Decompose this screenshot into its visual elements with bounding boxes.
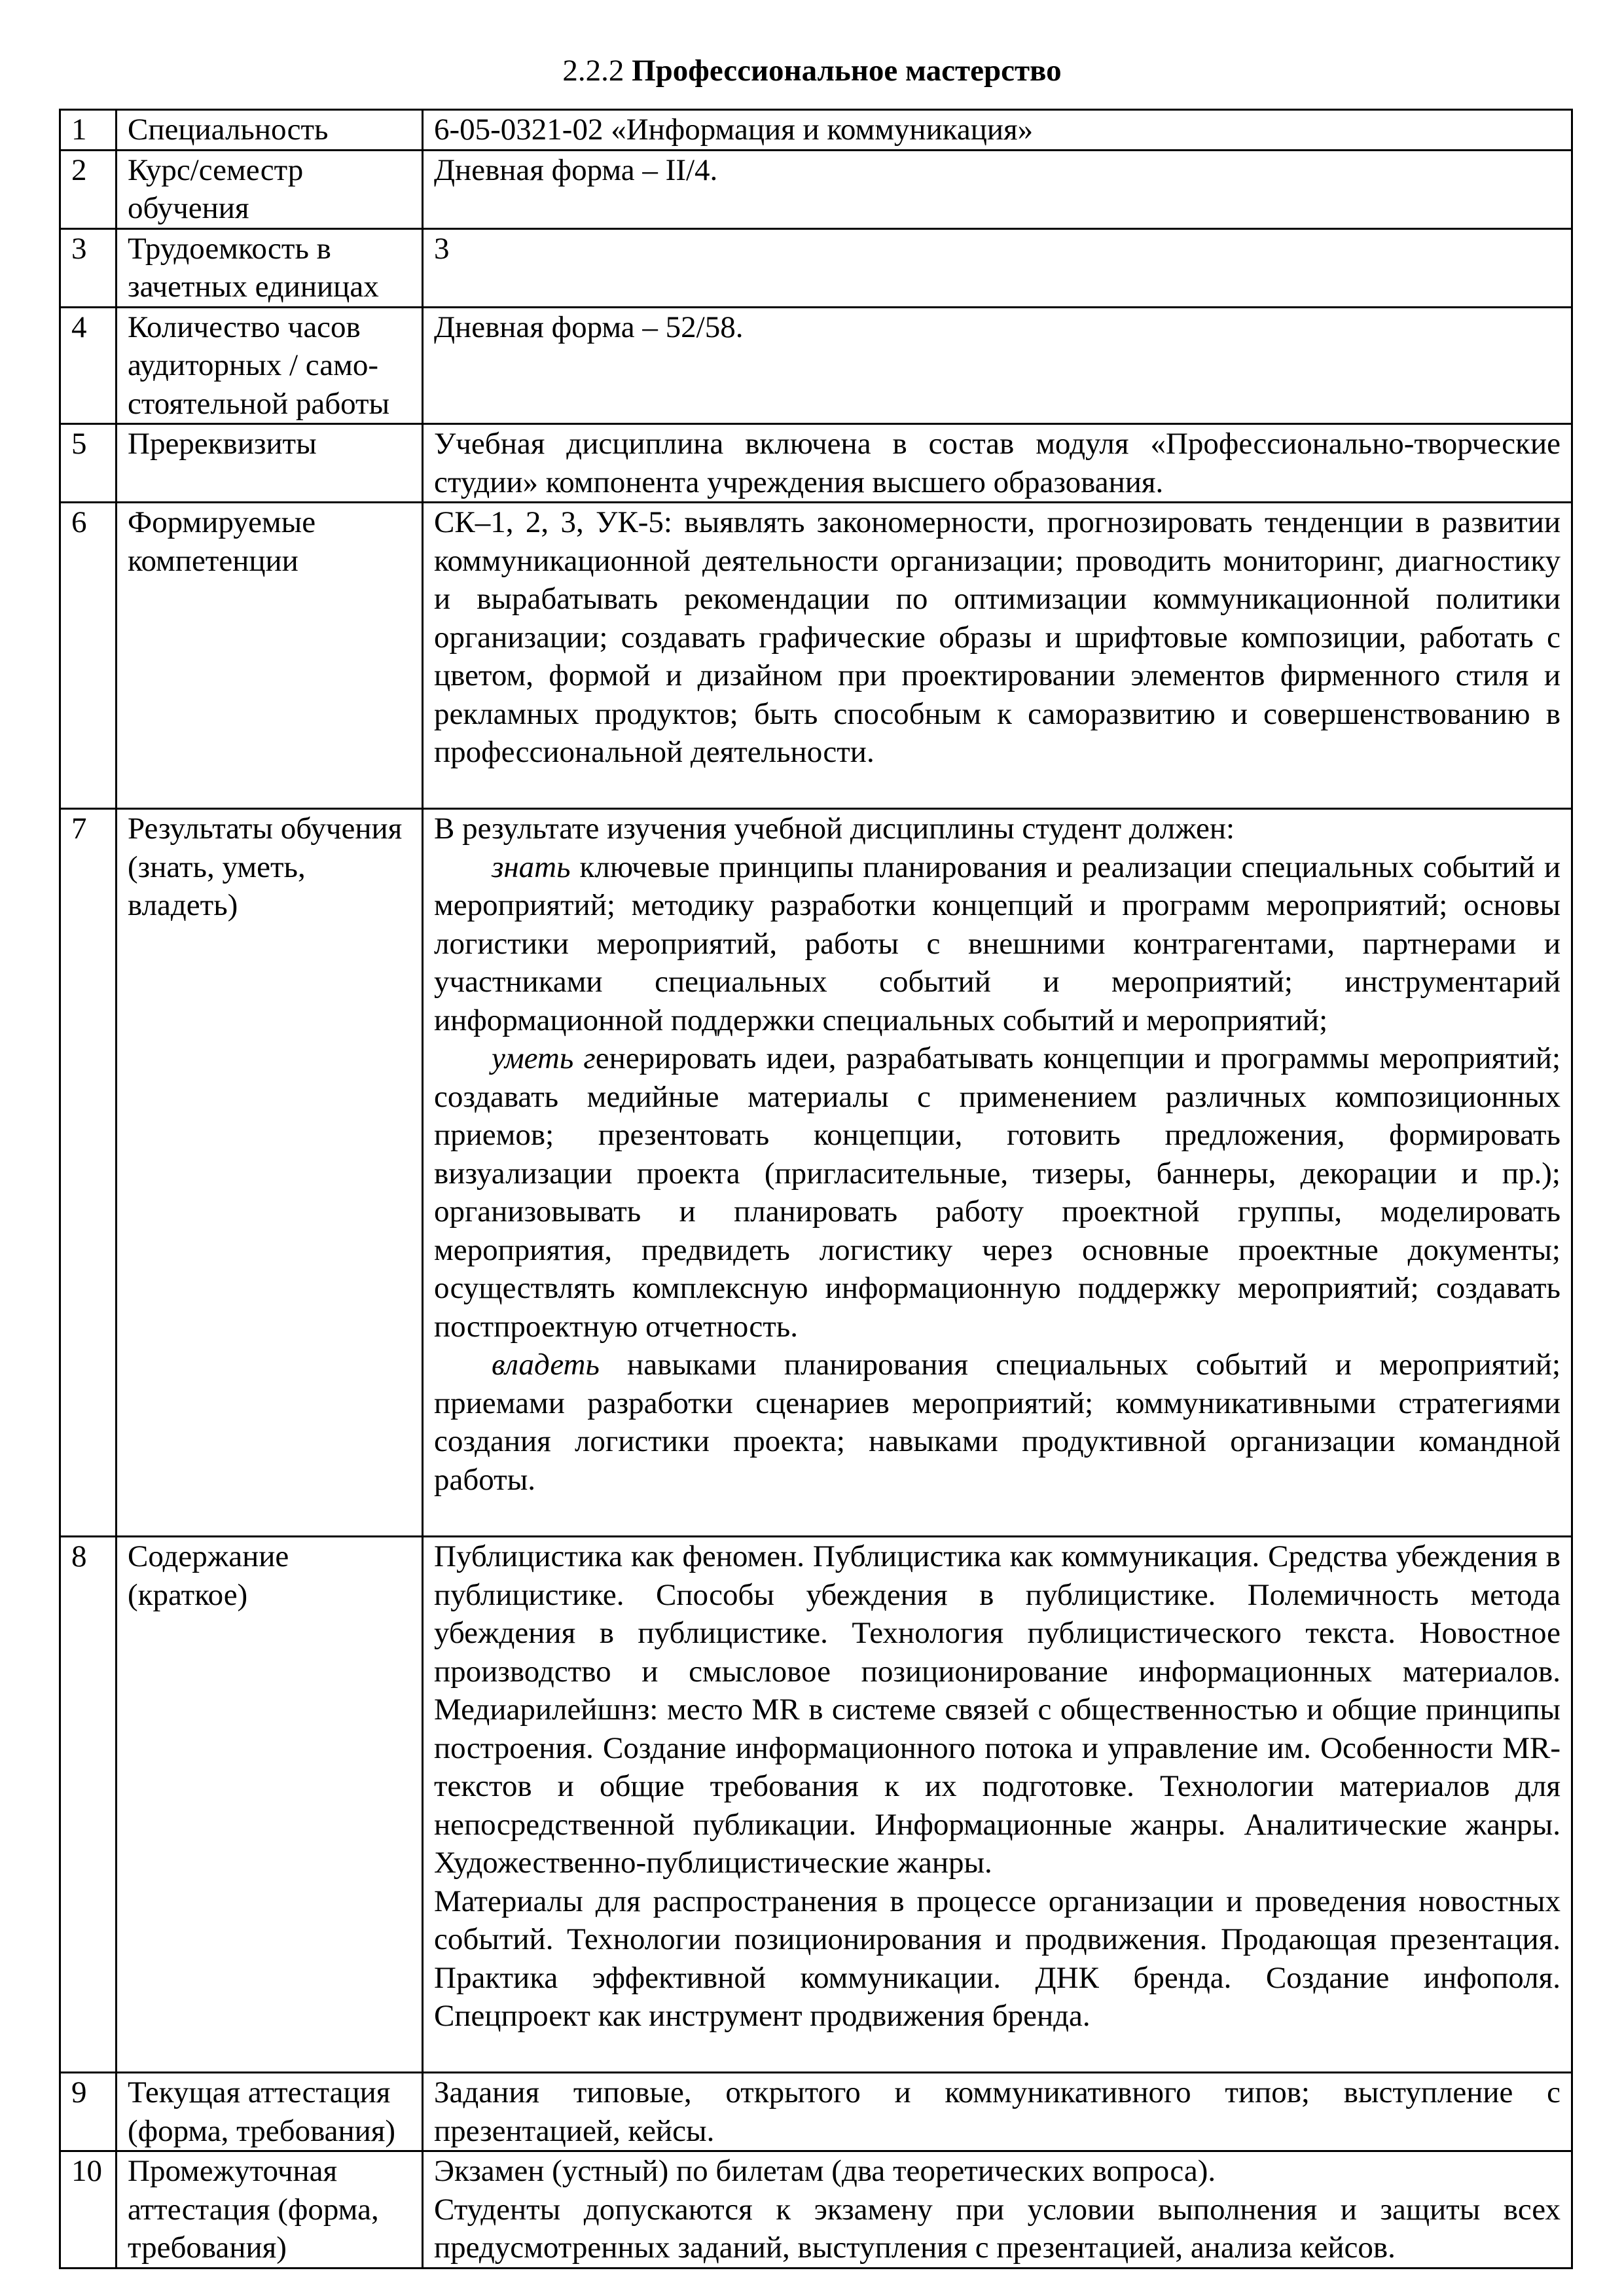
row-label: Курс/семестр обучения <box>117 150 423 228</box>
row-number: 6 <box>60 503 117 809</box>
table-row <box>60 2073 1572 2151</box>
know-text: ключевые принципы планирования и реализации специальных событий и мероприятий; методику разработки концепций и программ мероприятий; основы логистики мероприятий, работы с внешними контрагентами, партнерами и участниками специальных событий и мероприятий; инструментарий информационной поддержки специальных событий и мероприятий; <box>434 850 1561 1037</box>
table-row <box>60 307 1572 424</box>
row-content <box>423 2151 1572 2269</box>
row-content <box>423 809 1572 1537</box>
content-paragraph: Экзамен (устный) по билетам (два теоретических вопроса). <box>434 2154 1216 2188</box>
table-row <box>60 1537 1572 2073</box>
row-content: Задания типовые, открытого и коммуникативного типов; выступление с презентацией, кейсы. <box>423 2073 1572 2151</box>
own-paragraph <box>434 1346 1561 1499</box>
row-label: Текущая аттестация (форма, требования) <box>117 2073 423 2151</box>
row-label: Специальность <box>117 110 423 151</box>
own-text: навыками планирования специальных событий и мероприятий; приемами разработки сценариев мероприятий; коммуникативными стратегиями создания логистики проекта; навыками продуктивной организации командной работы. <box>434 1348 1561 1497</box>
row-number: 10 <box>60 2151 117 2269</box>
row-content: Дневная форма – 52/58. <box>423 307 1572 424</box>
row-content: Дневная форма – II/4. <box>423 150 1572 228</box>
row-content: СК–1, 2, 3, УК-5: выявлять закономерности, прогнозировать тенденции в развитии коммуникационной деятельности организации; проводить мониторинг, диагностику и вырабатывать рекомендации по оптимизации коммуникационной политики организации; создавать графические образы и шрифтовые композиции, работать с цветом, формой и дизайном при проектировании элементов фирменного стиля и рекламных продуктов; быть способным к саморазвитию и совершенствованию в профессиональной деятельности. <box>423 503 1572 809</box>
row-number: 7 <box>60 809 117 1537</box>
content-paragraph: Публицистика как феномен. Публицистика как коммуникация. Средства убеждения в публицистике. Способы убеждения в публицистике. Полемичность метода убеждения в публицистике. Технология публицистического текста. Новостное производство и смысловое позиционирование информационных материалов. Медиарилейшнз: место MR в системе связей с общественностью и общие принципы построения. Создание информационного потока и управление им. Особенности MR-текстов и общие требования к их подготовке. Технологии материалов для непосредственной публикации. Информационные жанры. Аналитические жанры. Художественно-публицистические жанры. <box>434 1539 1561 1880</box>
row-content: Учебная дисциплина включена в состав модуля «Профессионально-творческие студии» компонента учреждения высшего образования. <box>423 424 1572 503</box>
row-number: 2 <box>60 150 117 228</box>
row-number: 9 <box>60 2073 117 2151</box>
row-number: 4 <box>60 307 117 424</box>
row-label: Трудоемкость в зачетных единицах <box>117 228 423 307</box>
discipline-info-table <box>59 109 1573 2269</box>
row-label: Формируемые компетенции <box>117 503 423 809</box>
row-number: 3 <box>60 228 117 307</box>
row-content: 6-05-0321-02 «Информация и коммуникация» <box>423 110 1572 151</box>
content-paragraph: Материалы для распространения в процессе организации и проведения новостных событий. Технологии позиционирования и продвижения. Продающая презентация. Практика эффективной коммуникации. ДНК бренда. Создание инфополя. Спецпроект как инструмент продвижения бренда. <box>434 1884 1561 2033</box>
row-content <box>423 1537 1572 2073</box>
table-row <box>60 424 1572 503</box>
row-label: Содержание (краткое) <box>117 1537 423 2073</box>
table-row <box>60 809 1572 1537</box>
row-number: 5 <box>60 424 117 503</box>
know-paragraph <box>434 848 1561 1040</box>
able-term: уметь г <box>492 1041 596 1075</box>
table-row <box>60 110 1572 151</box>
table-row <box>60 228 1572 307</box>
know-term: знать <box>492 850 571 884</box>
row-content: 3 <box>423 228 1572 307</box>
own-term: владеть <box>492 1348 600 1382</box>
row-number: 8 <box>60 1537 117 2073</box>
section-title: Профессиональное мастерство <box>632 54 1062 88</box>
table-row <box>60 150 1572 228</box>
page-title <box>0 51 1624 90</box>
table-row <box>60 503 1572 809</box>
row-label: Пререквизиты <box>117 424 423 503</box>
table-row <box>60 2151 1572 2269</box>
row-label: Промежуточная аттестация (форма, требования) <box>117 2151 423 2269</box>
able-paragraph <box>434 1039 1561 1346</box>
able-text: енерировать идеи, разрабатывать концепции и программы мероприятий; создавать медийные материалы с применением различных композиционных приемов; презентовать концепции, готовить предложения, формировать визуализации проекта (пригласительные, тизеры, баннеры, декорации и пр.); организовывать и планировать работу проектной группы, моделировать мероприятия, предвидеть логистику через основные проектные документы; осуществлять комплексную информационную поддержку мероприятий; создавать постпроектную отчетность. <box>434 1041 1561 1344</box>
results-intro: В результате изучения учебной дисциплины студент должен: <box>434 812 1235 846</box>
row-number: 1 <box>60 110 117 151</box>
row-label: Результаты обучения (знать, уметь, владеть) <box>117 809 423 1537</box>
section-number: 2.2.2 <box>562 54 624 88</box>
content-paragraph: Студенты допускаются к экзамену при условии выполнения и защиты всех предусмотренных заданий, выступления с презентацией, анализа кейсов. <box>434 2192 1561 2265</box>
row-label: Количество часов аудиторных / само-стоятельной работы <box>117 307 423 424</box>
